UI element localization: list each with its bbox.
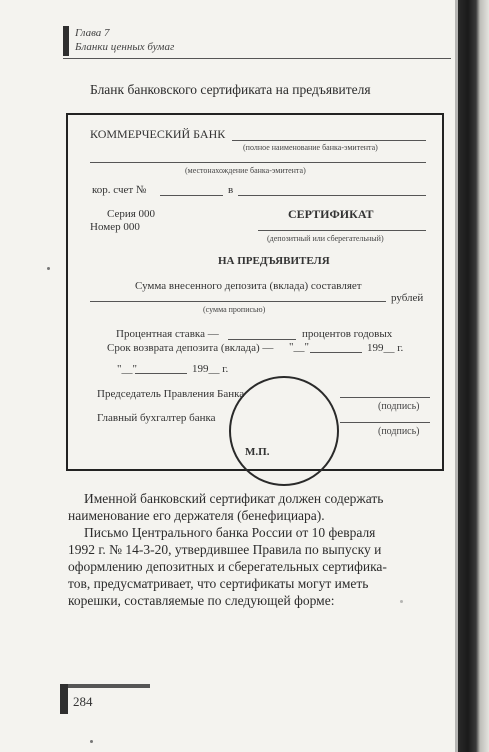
body-line: оформлению депозитных и сберегательных сертифика- (68, 559, 387, 574)
accountant-signature-line (340, 422, 430, 423)
scan-speck (47, 267, 50, 270)
body-line: тов, предусматривает, что сертификаты могут иметь (68, 576, 369, 591)
form-caption: Бланк банковского сертификата на предъявителя (90, 82, 371, 97)
interest-rate-line (228, 339, 296, 340)
header-rule (63, 58, 451, 59)
interest-rate-label: Процентная ставка — (116, 328, 219, 340)
issue-year: 199__ г. (192, 363, 229, 375)
term-day: "__" (289, 341, 309, 353)
page-number-marker (60, 684, 68, 714)
chairman-label: Председатель Правления Банка (97, 388, 245, 400)
scan-speck (90, 740, 93, 743)
term-month-line (310, 352, 362, 353)
term-label: Срок возврата депозита (вклада) — (107, 342, 274, 354)
page-number-rule (60, 684, 150, 688)
term-year: 199__ г. (367, 342, 404, 354)
stamp-label: М.П. (245, 446, 270, 458)
body-line: Письмо Центрального банка России от 10 февраля (84, 525, 376, 540)
account-in: в (228, 184, 234, 196)
number-label: Номер 000 (90, 221, 140, 233)
bearer-title: НА ПРЕДЪЯВИТЕЛЯ (218, 255, 330, 267)
accountant-signature-hint: (подпись) (378, 426, 420, 437)
chairman-signature-hint: (подпись) (378, 401, 420, 412)
series-label: Серия 000 (107, 208, 156, 220)
issue-month-line (135, 373, 187, 374)
chairman-signature-line (340, 397, 430, 398)
deposit-sum-line (90, 301, 386, 302)
bank-name-line (232, 140, 426, 141)
stamp-circle (229, 376, 339, 486)
issue-day: "__" (117, 363, 137, 375)
bank-location-hint: (местонахождение банка-эмитента) (185, 166, 306, 175)
book-binding-edge (458, 0, 489, 752)
rubles-label: рублей (391, 292, 424, 304)
body-line: 1992 г. № 14-3-20, утвердившее Правила по выпуску и (68, 542, 382, 557)
chapter-label: Глава 7 (75, 27, 110, 39)
header-marker (63, 26, 69, 56)
page-number: 284 (73, 694, 93, 709)
certificate-title: СЕРТИФИКАТ (288, 207, 374, 221)
certificate-type-line (258, 230, 426, 231)
deposit-sum-hint: (сумма прописью) (203, 305, 266, 314)
correspondent-bank-line (238, 195, 426, 196)
account-line (160, 195, 223, 196)
bank-name-hint: (полное наименование банка-эмитента) (243, 143, 378, 152)
body-line: Именной банковский сертификат должен содержать (84, 491, 384, 506)
interest-rate-suffix: процентов годовых (302, 328, 393, 340)
bank-location-line (90, 162, 426, 163)
chapter-subtitle: Бланки ценных бумаг (75, 41, 175, 53)
body-line: корешки, составляемые по следующей форме: (68, 593, 335, 608)
body-line: наименование его держателя (бенефициара). (68, 508, 325, 523)
account-label: кор. счет № (92, 184, 147, 196)
scan-speck (400, 600, 403, 603)
deposit-sum-text: Сумма внесенного депозита (вклада) составляет (135, 280, 362, 292)
bank-label: КОММЕРЧЕСКИЙ БАНК (90, 127, 226, 141)
accountant-label: Главный бухгалтер банка (97, 412, 216, 424)
certificate-type-hint: (депозитный или сберегательный) (267, 234, 384, 243)
